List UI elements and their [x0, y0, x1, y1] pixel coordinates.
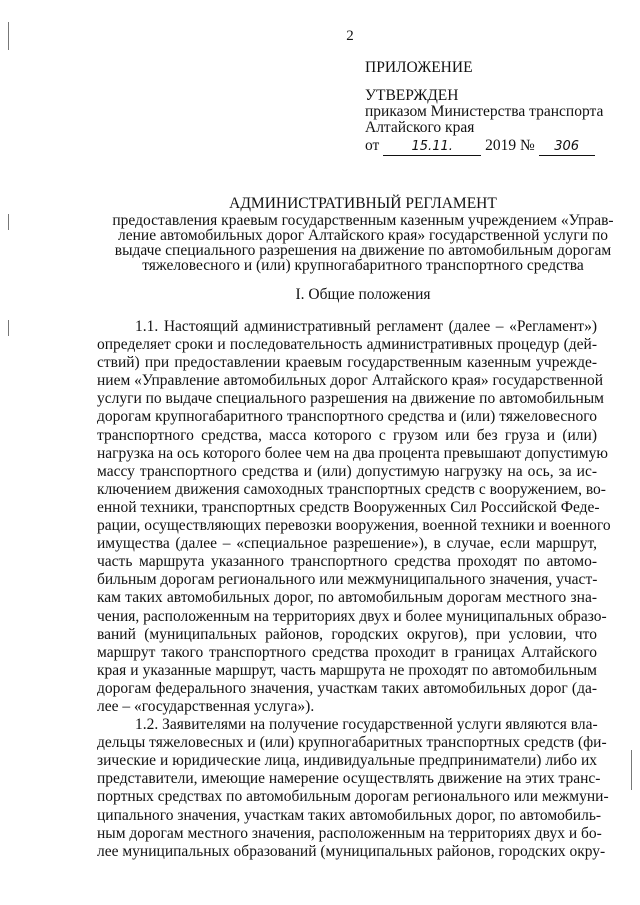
page-number: 2: [346, 28, 354, 44]
text-line: транспортного средства, масса которого с грузом или без груза и (или): [97, 426, 597, 444]
margin-mark: [8, 320, 9, 336]
title-subtitle-line: предоставления краевым государственным казенным учреждением «Управ-: [112, 212, 614, 229]
text-line: чения, расположенным на территориях двух и более муниципальных образо-: [97, 607, 607, 625]
order-date-number: [365, 138, 603, 156]
title-subtitle-line: ление автомобильных дорог Алтайского края» государственной услуги по: [117, 227, 609, 244]
text-line: 1.1. Настоящий административный регламент (далее – «Регламент»): [135, 318, 597, 335]
from-label: от: [365, 137, 380, 154]
text-line: бильным дорогам регионального или межмуниципального значения, участ-: [97, 571, 598, 589]
text-line: ваний (муниципальных районов, городских округов), при условии, что: [97, 625, 597, 643]
document-body: [97, 318, 611, 861]
text-line: часть маршрута указанного транспортного средства проходят по автомо-: [97, 553, 597, 571]
paragraph: [97, 716, 609, 861]
text-line: портных средствах по автомобильным дорогам регионального или межмуни-: [97, 788, 609, 806]
text-line: услуги по выдаче специального разрешения на движение по автомобильным: [97, 390, 604, 408]
section-heading: I. Общие положения: [295, 286, 431, 303]
handwritten-date: 15.11.: [383, 139, 481, 156]
text-line: дорогам федерального значения, участкам таких автомобильных дорог (да-: [97, 679, 597, 697]
text-line: маршрут такого транспортного средства проходит в границах Алтайского: [97, 643, 597, 661]
text-line: ствий) при предоставлении краевым государственным казенным учрежде-: [97, 354, 597, 372]
text-line: массу транспортного средства и (или) допустимую нагрузку на ось, за ис-: [97, 462, 597, 480]
text-line: нагрузка на ось которого более чем на два процента превышают допустимую: [97, 444, 608, 462]
handwritten-order-number: 306: [539, 139, 595, 156]
paragraph: [97, 318, 611, 716]
text-line: края и указанные маршрут, часть маршрута не проходят по автомобильным: [97, 661, 597, 679]
text-line: дорогам крупногабаритного транспортного средства и (или) тяжеловесного: [97, 408, 597, 426]
title-main: АДМИНИСТРАТИВНЫЙ РЕГЛАМЕНТ: [229, 195, 497, 212]
appendix-label: ПРИЛОЖЕНИЕ: [365, 59, 473, 76]
text-line: лее муниципальных образований (муниципальных районов, городских окру-: [97, 842, 606, 860]
text-line: лее – «государственная услуга»).: [97, 697, 315, 715]
order-line: приказом Министерства транспорта: [365, 103, 604, 120]
text-line: ципального значения, участкам таких автомобильных дорог, по автомобиль-: [97, 806, 602, 824]
title-subtitle-line: тяжеловесного и (или) крупногабаритного транспортного средства: [142, 257, 584, 274]
text-line: 1.2. Заявителями на получение государственной услуги являются вла-: [135, 716, 598, 734]
text-line: определяет сроки и последовательность административных процедур (дей-: [97, 336, 597, 354]
text-line: нием «Управление автомобильных дорог Алтайского края» государственной: [97, 372, 604, 390]
text-line: рации, осуществляющих перевозки вооружения, военной техники и военного: [97, 517, 611, 535]
approval-block: [365, 60, 603, 156]
text-line: имущества (далее – «специальное разрешение»), в случае, если маршрут,: [97, 535, 597, 553]
margin-mark: [8, 214, 9, 230]
document-title: [93, 196, 633, 273]
text-line: енной техники, транспортных средств Вооруженных Сил Российской Феде-: [97, 498, 600, 516]
approved-label: УТВЕРЖДЕН: [365, 87, 459, 104]
text-line: ным дорогам местного значения, расположенным на территориях двух и бо-: [97, 824, 602, 842]
order-line: Алтайского края: [365, 119, 475, 136]
title-subtitle-line: выдаче специального разрешения на движение по автомобильным дорогам: [114, 242, 612, 259]
text-line: дельцы тяжеловесных и (или) крупногабаритных транспортных средств (фи-: [97, 734, 607, 752]
margin-mark: [631, 750, 632, 790]
text-line: кам таких автомобильных дорог, по автомобильным дорогам местного зна-: [97, 589, 597, 607]
text-line: ключением движения самоходных транспортных средств с вооружением, во-: [97, 480, 606, 498]
year-number-label: 2019 №: [485, 137, 535, 154]
text-line: зические и юридические лица, индивидуальные предприниматели) либо их: [97, 752, 597, 770]
text-line: представители, имеющие намерение осуществлять движение на этих транс-: [97, 770, 601, 788]
